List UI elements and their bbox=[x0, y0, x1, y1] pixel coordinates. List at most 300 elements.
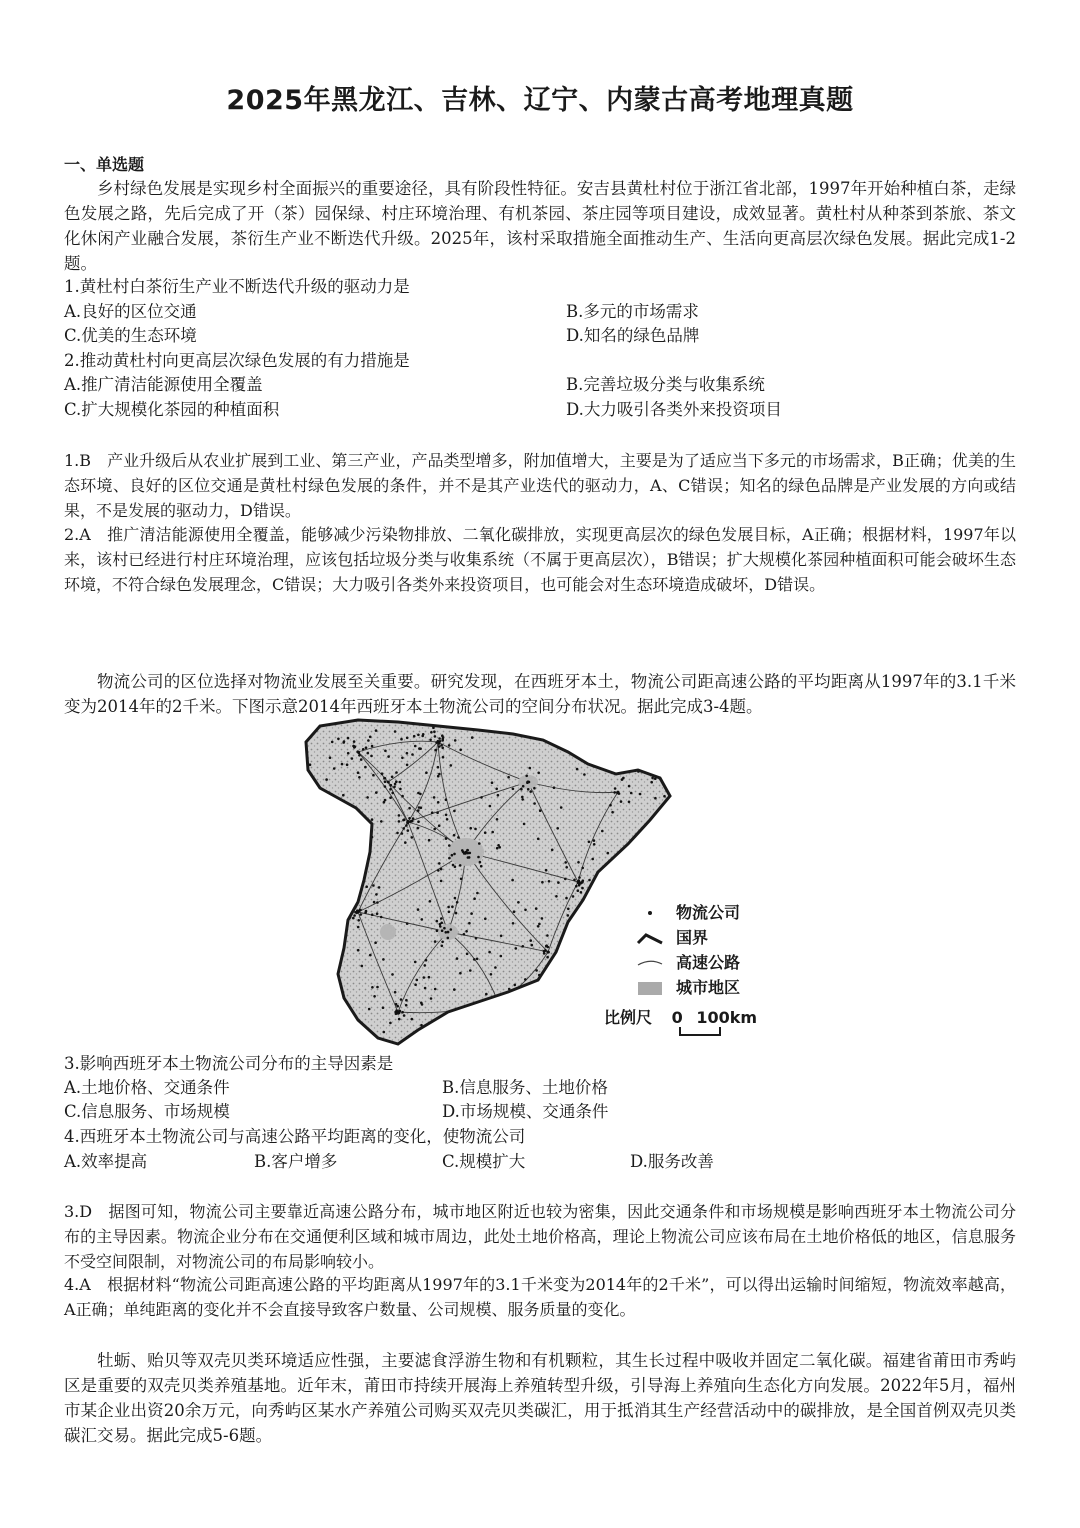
scale-zero: 0 bbox=[671, 1008, 683, 1027]
logistics-company-dot bbox=[476, 892, 479, 895]
logistics-company-dot bbox=[437, 766, 440, 769]
logistics-company-dot bbox=[521, 798, 524, 801]
logistics-company-dot bbox=[526, 781, 529, 784]
passage-2: 物流公司的区位选择对物流业发展至关重要。研究发现，在西班牙本土，物流公司距高速公路的平均距离从1997年的3.1千米变为2014年的2千米。下图示意2014年西班牙本土物流公司的空间分布状况。据此完成3-4题。 bbox=[64, 672, 1016, 716]
logistics-company-dot bbox=[375, 893, 378, 896]
question-1-option-a: A.良好的区位交通 bbox=[64, 302, 197, 321]
logistics-company-dot bbox=[455, 912, 458, 915]
logistics-company-dot bbox=[399, 788, 402, 791]
logistics-company-dot bbox=[445, 837, 448, 840]
logistics-company-dot bbox=[384, 777, 387, 780]
logistics-company-dot bbox=[555, 895, 558, 898]
logistics-company-dot bbox=[341, 763, 344, 766]
logistics-company-dot bbox=[327, 890, 330, 893]
logistics-company-dot bbox=[372, 884, 375, 887]
logistics-company-dot bbox=[351, 757, 354, 760]
logistics-company-dot bbox=[436, 920, 439, 923]
logistics-company-dot bbox=[418, 806, 421, 809]
logistics-company-dot bbox=[412, 817, 415, 820]
logistics-company-dot bbox=[577, 861, 580, 864]
scale-bar bbox=[678, 1025, 738, 1037]
logistics-company-dot bbox=[525, 775, 528, 778]
question-1-option-c: C.优美的生态环境 bbox=[64, 326, 197, 345]
logistics-company-dot bbox=[440, 922, 443, 925]
logistics-company-dot bbox=[477, 856, 480, 859]
logistics-company-dot bbox=[524, 978, 527, 981]
logistics-company-dot bbox=[529, 939, 532, 942]
logistics-company-dot bbox=[435, 741, 438, 744]
logistics-company-dot bbox=[357, 771, 360, 774]
logistics-company-dot bbox=[365, 885, 368, 888]
logistics-company-dot bbox=[591, 894, 594, 897]
logistics-company-dot bbox=[438, 737, 441, 740]
logistics-company-dot bbox=[434, 940, 437, 943]
question-3-stem: 3.影响西班牙本土物流公司分布的主导因素是 bbox=[64, 1054, 394, 1073]
logistics-company-dot bbox=[577, 938, 580, 941]
logistics-company-dot bbox=[342, 794, 345, 797]
logistics-company-dot bbox=[391, 792, 394, 795]
logistics-company-dot bbox=[357, 919, 360, 922]
logistics-company-dot bbox=[580, 881, 583, 884]
logistics-company-dot bbox=[556, 827, 559, 830]
logistics-company-dot bbox=[475, 937, 478, 940]
logistics-company-dot bbox=[440, 880, 443, 883]
logistics-company-dot bbox=[350, 904, 353, 907]
logistics-company-dot bbox=[387, 781, 390, 784]
logistics-company-dot bbox=[496, 1016, 499, 1019]
logistics-company-dot bbox=[622, 777, 625, 780]
logistics-company-dot bbox=[565, 897, 568, 900]
logistics-company-dot bbox=[402, 827, 405, 830]
logistics-company-dot bbox=[365, 910, 368, 913]
logistics-company-dot bbox=[495, 1001, 498, 1004]
logistics-company-dot bbox=[513, 910, 516, 913]
logistics-company-dot bbox=[437, 775, 440, 778]
logistics-company-dot bbox=[358, 776, 361, 779]
logistics-company-dot bbox=[407, 829, 410, 832]
scale-label: 比例尺 bbox=[604, 1008, 653, 1027]
logistics-company-dot bbox=[564, 861, 567, 864]
logistics-company-dot bbox=[395, 1003, 398, 1006]
logistics-company-dot bbox=[380, 820, 383, 823]
logistics-company-dot bbox=[373, 995, 376, 998]
logistics-company-dot bbox=[573, 879, 576, 882]
logistics-company-dot bbox=[445, 798, 448, 801]
logistics-company-dot bbox=[428, 839, 431, 842]
logistics-company-dot bbox=[420, 1002, 423, 1005]
logistics-company-dot bbox=[578, 876, 581, 879]
logistics-company-dot bbox=[448, 857, 451, 860]
logistics-company-dot bbox=[541, 917, 544, 920]
logistics-company-dot bbox=[418, 747, 421, 750]
logistics-company-dot bbox=[456, 957, 459, 960]
question-4-option-d: D.服务改善 bbox=[630, 1152, 714, 1171]
logistics-company-dot bbox=[329, 756, 332, 759]
logistics-company-dot bbox=[430, 731, 433, 734]
logistics-company-dot bbox=[343, 740, 346, 743]
logistics-company-dot bbox=[463, 933, 466, 936]
logistics-company-dot bbox=[342, 718, 345, 721]
logistics-company-dot bbox=[398, 1018, 401, 1021]
logistics-company-dot bbox=[382, 1006, 385, 1009]
logistics-company-dot bbox=[405, 1004, 408, 1007]
logistics-company-dot bbox=[452, 864, 455, 867]
logistics-company-dot bbox=[529, 767, 532, 770]
logistics-company-dot bbox=[549, 735, 552, 738]
question-2-option-d: D.大力吸引各类外来投资项目 bbox=[566, 400, 782, 419]
logistics-company-dot bbox=[440, 917, 443, 920]
logistics-company-dot bbox=[581, 887, 584, 890]
logistics-company-dot bbox=[442, 737, 445, 740]
logistics-company-dot bbox=[389, 1022, 392, 1025]
logistics-company-dot bbox=[567, 908, 570, 911]
question-4-stem: 4.西班牙本土物流公司与高速公路平均距离的变化，使物流公司 bbox=[64, 1127, 526, 1146]
logistics-company-dot bbox=[466, 953, 469, 956]
logistics-company-dot bbox=[369, 954, 372, 957]
logistics-company-dot bbox=[480, 865, 483, 868]
logistics-company-dot bbox=[533, 787, 536, 790]
logistics-company-dot bbox=[445, 931, 448, 934]
logistics-company-dot bbox=[468, 922, 471, 925]
logistics-company-dot bbox=[577, 889, 580, 892]
logistics-company-dot bbox=[588, 879, 591, 882]
logistics-company-dot bbox=[512, 922, 515, 925]
logistics-company-dot bbox=[588, 924, 591, 927]
logistics-company-dot bbox=[353, 745, 356, 748]
logistics-company-dot bbox=[421, 918, 424, 921]
logistics-company-dot bbox=[318, 931, 321, 934]
logistics-company-dot bbox=[359, 909, 362, 912]
logistics-company-dot bbox=[480, 796, 483, 799]
logistics-company-dot bbox=[553, 786, 556, 789]
logistics-company-dot bbox=[497, 1001, 500, 1004]
logistics-company-dot bbox=[474, 828, 477, 831]
logistics-company-dot bbox=[401, 832, 404, 835]
logistics-company-dot bbox=[396, 832, 399, 835]
logistics-company-dot bbox=[417, 720, 420, 723]
logistics-company-dot bbox=[491, 831, 494, 834]
logistics-company-dot bbox=[470, 912, 473, 915]
logistics-company-dot bbox=[357, 926, 360, 929]
logistics-company-dot bbox=[484, 831, 487, 834]
logistics-company-dot bbox=[451, 905, 454, 908]
logistics-company-dot bbox=[369, 736, 372, 739]
logistics-company-dot bbox=[527, 996, 530, 999]
logistics-company-dot bbox=[593, 839, 596, 842]
logistics-company-dot bbox=[445, 814, 448, 817]
logistics-company-dot bbox=[354, 911, 357, 914]
logistics-company-dot bbox=[437, 869, 440, 872]
border-line-icon bbox=[632, 927, 668, 949]
answer-3: 3.D 据图可知，物流公司主要靠近高速公路分布，城市地区附近也较为密集，因此交通条件和市场规模是影响西班牙本土物流公司分布的主导因素。物流企业分布在交通便利区域和城市周边，此处土地价格高，理论上物流公司应该布局在土地价格低的地区，信息服务不受空间限制，对物流公司的布局影响较小。 bbox=[64, 1202, 1016, 1271]
logistics-company-dot bbox=[404, 841, 407, 844]
logistics-company-dot bbox=[628, 785, 631, 788]
logistics-company-dot bbox=[484, 918, 487, 921]
logistics-company-dot bbox=[479, 1040, 482, 1043]
logistics-company-dot bbox=[325, 778, 328, 781]
logistics-company-dot bbox=[488, 951, 491, 954]
logistics-company-dot bbox=[639, 793, 642, 796]
logistics-company-dot bbox=[641, 831, 644, 834]
logistics-company-dot bbox=[533, 802, 536, 805]
logistics-company-dot bbox=[511, 879, 514, 882]
logistics-company-dot bbox=[515, 947, 518, 950]
logistics-company-dot bbox=[417, 809, 420, 812]
logistics-company-dot bbox=[376, 901, 379, 904]
logistics-company-dot bbox=[337, 738, 340, 741]
answer-2: 2.A 推广清洁能源使用全覆盖，能够减少污染物排放、二氧化碳排放，实现更高层次的绿色发展目标，A正确；根据材料，1997年以来，该村已经进行村庄环境治理，应该包括垃圾分类与收集系统（不属于更高层次），B错误；扩大规模化茶园种植面积可能会破坏生态环境，不符合绿色发展理念，C错误；大力吸引各类外来投资项目，也可能会对生态环境造成破坏，D错误。 bbox=[64, 525, 1016, 594]
question-1-option-b: B.多元的市场需求 bbox=[566, 302, 699, 321]
section-heading: 一、单选题 bbox=[64, 155, 145, 174]
logistics-company-dot bbox=[396, 716, 399, 719]
logistics-company-dot bbox=[537, 772, 540, 775]
logistics-company-dot bbox=[538, 986, 541, 989]
logistics-company-dot bbox=[344, 869, 347, 872]
logistics-company-dot bbox=[456, 901, 459, 904]
question-4-option-a: A.效率提高 bbox=[64, 1152, 148, 1171]
logistics-company-dot bbox=[539, 809, 542, 812]
logistics-company-dot bbox=[433, 796, 436, 799]
logistics-company-dot bbox=[497, 794, 500, 797]
dot-icon bbox=[632, 902, 668, 924]
question-1-option-d: D.知名的绿色品牌 bbox=[566, 326, 700, 345]
logistics-company-dot bbox=[403, 818, 406, 821]
logistics-company-dot bbox=[371, 818, 374, 821]
logistics-company-dot bbox=[527, 788, 530, 791]
logistics-company-dot bbox=[347, 752, 350, 755]
logistics-company-dot bbox=[417, 734, 420, 737]
logistics-company-dot bbox=[434, 749, 437, 752]
logistics-company-dot bbox=[391, 776, 394, 779]
logistics-company-dot bbox=[430, 997, 433, 1000]
logistics-company-dot bbox=[454, 897, 457, 900]
passage-3: 牡蛎、贻贝等双壳贝类环境适应性强，主要滤食浮游生物和有机颗粒，其生长过程中吸收并固定二氧化碳。福建省莆田市秀屿区是重要的双壳贝类养殖基地。近年末，莆田市持续开展海上养殖转型升级，引导海上养殖向生态化方向发展。2022年5月，福州市某企业出资20余万元，向秀屿区某水产养殖公司购买双壳贝类碳汇，用于抵消其生产经营活动中的碳排放，是全国首例双壳贝类碳汇交易。据此完成5-6题。 bbox=[64, 1351, 1016, 1445]
logistics-company-dot bbox=[607, 852, 610, 855]
logistics-company-dot bbox=[602, 942, 605, 945]
logistics-company-dot bbox=[361, 965, 364, 968]
logistics-company-dot bbox=[451, 854, 454, 857]
logistics-company-dot bbox=[554, 962, 557, 965]
logistics-company-dot bbox=[410, 820, 413, 823]
logistics-company-dot bbox=[438, 824, 441, 827]
logistics-company-dot bbox=[438, 745, 441, 748]
logistics-company-dot bbox=[433, 828, 436, 831]
logistics-company-dot bbox=[406, 737, 409, 740]
logistics-company-dot bbox=[394, 991, 397, 994]
logistics-company-dot bbox=[453, 834, 456, 837]
logistics-company-dot bbox=[581, 867, 584, 870]
logistics-company-dot bbox=[498, 846, 501, 849]
question-3-option-a: A.土地价格、交通条件 bbox=[64, 1078, 230, 1097]
logistics-company-dot bbox=[575, 885, 578, 888]
logistics-company-dot bbox=[604, 890, 607, 893]
logistics-company-dot bbox=[496, 999, 499, 1002]
logistics-company-dot bbox=[346, 763, 349, 766]
logistics-company-dot bbox=[414, 961, 417, 964]
logistics-company-dot bbox=[512, 788, 515, 791]
logistics-company-dot bbox=[308, 781, 311, 784]
logistics-company-dot bbox=[376, 986, 379, 989]
logistics-company-dot bbox=[367, 752, 370, 755]
logistics-company-dot bbox=[457, 836, 460, 839]
logistics-company-dot bbox=[414, 745, 417, 748]
question-1-stem: 1.黄杜村白茶衍生产业不断迭代升级的驱动力是 bbox=[64, 277, 410, 296]
logistics-company-dot bbox=[529, 790, 532, 793]
logistics-company-dot bbox=[507, 776, 510, 779]
logistics-company-dot bbox=[394, 783, 397, 786]
question-4-option-c: C.规模扩大 bbox=[442, 1152, 526, 1171]
logistics-company-dot bbox=[411, 1018, 414, 1021]
logistics-company-dot bbox=[546, 956, 549, 959]
logistics-company-dot bbox=[565, 866, 568, 869]
logistics-company-dot bbox=[459, 972, 462, 975]
logistics-company-dot bbox=[406, 922, 409, 925]
logistics-company-dot bbox=[522, 785, 525, 788]
logistics-company-dot bbox=[425, 771, 428, 774]
logistics-company-dot bbox=[366, 796, 369, 799]
logistics-company-dot bbox=[476, 958, 479, 961]
logistics-company-dot bbox=[591, 858, 594, 861]
logistics-company-dot bbox=[411, 753, 414, 756]
logistics-company-dot bbox=[497, 1005, 500, 1008]
answer-4: 4.A 根据材料“物流公司距高速公路的平均距离从1997年的3.1千米变为2014年的2千米”，可以得出运输时间缩短，物流效率越高，A正确；单纯距离的变化并不会直接导致客户数量、公司规模、服务质量的变化。 bbox=[64, 1275, 1016, 1319]
logistics-company-dot bbox=[439, 925, 442, 928]
logistics-company-dot bbox=[577, 915, 580, 918]
logistics-company-dot bbox=[381, 772, 384, 775]
logistics-company-dot bbox=[425, 959, 428, 962]
logistics-company-dot bbox=[654, 797, 657, 800]
logistics-company-dot bbox=[341, 925, 344, 928]
logistics-company-dot bbox=[441, 945, 444, 948]
logistics-company-dot bbox=[534, 989, 537, 992]
logistics-company-dot bbox=[537, 925, 540, 928]
logistics-company-dot bbox=[424, 987, 427, 990]
logistics-company-dot bbox=[453, 853, 456, 856]
logistics-company-dot bbox=[522, 945, 525, 948]
logistics-company-dot bbox=[417, 827, 420, 830]
logistics-company-dot bbox=[438, 773, 441, 776]
logistics-company-dot bbox=[469, 827, 472, 830]
logistics-company-dot bbox=[406, 752, 409, 755]
logistics-company-dot bbox=[390, 784, 393, 787]
logistics-company-dot bbox=[331, 741, 334, 744]
logistics-company-dot bbox=[630, 792, 633, 795]
logistics-company-dot bbox=[545, 944, 548, 947]
logistics-company-dot bbox=[571, 923, 574, 926]
logistics-company-dot bbox=[550, 994, 553, 997]
question-3-option-d: D.市场规模、交通条件 bbox=[442, 1102, 609, 1121]
logistics-company-dot bbox=[431, 811, 434, 814]
logistics-company-dot bbox=[448, 844, 451, 847]
logistics-company-dot bbox=[315, 944, 318, 947]
logistics-company-dot bbox=[496, 818, 499, 821]
logistics-company-dot bbox=[473, 897, 476, 900]
logistics-company-dot bbox=[437, 801, 440, 804]
urban-area-icon bbox=[632, 977, 668, 999]
logistics-company-dot bbox=[500, 955, 503, 958]
logistics-company-dot bbox=[414, 983, 417, 986]
logistics-company-dot bbox=[461, 849, 464, 852]
logistics-company-dot bbox=[551, 849, 554, 852]
logistics-company-dot bbox=[588, 841, 591, 844]
logistics-company-dot bbox=[443, 927, 446, 930]
logistics-company-dot bbox=[495, 1000, 498, 1003]
logistics-company-dot bbox=[393, 786, 396, 789]
logistics-company-dot bbox=[441, 929, 444, 932]
logistics-company-dot bbox=[489, 805, 492, 808]
logistics-company-dot bbox=[479, 1033, 482, 1036]
logistics-company-dot bbox=[403, 1014, 406, 1017]
logistics-company-dot bbox=[408, 817, 411, 820]
logistics-company-dot bbox=[490, 973, 493, 976]
logistics-company-dot bbox=[389, 796, 392, 799]
logistics-company-dot bbox=[611, 811, 614, 814]
question-2-option-a: A.推广清洁能源使用全覆盖 bbox=[64, 375, 263, 394]
logistics-company-dot bbox=[440, 744, 443, 747]
logistics-company-dot bbox=[399, 781, 402, 784]
passage-1: 乡村绿色发展是实现乡村全面振兴的重要途径，具有阶段性特征。安吉县黄杜村位于浙江省北部，1997年开始种植白茶，走绿色发展之路，先后完成了开（茶）园保绿、村庄环境治理、有机茶园、茶庄园等项目建设，成效显著。黄杜村从种茶到茶旅、茶文化休闲产业融合发展，茶衍生产业不断迭代升级。2025年，该村采取措施全面推动生产、生活向更高层次绿色发展。据此完成1-2题。 bbox=[64, 179, 1016, 273]
logistics-company-dot bbox=[471, 736, 474, 739]
logistics-company-dot bbox=[423, 976, 426, 979]
logistics-company-dot bbox=[438, 862, 441, 865]
logistics-company-dot bbox=[550, 978, 553, 981]
logistics-company-dot bbox=[500, 935, 503, 938]
logistics-company-dot bbox=[373, 901, 376, 904]
logistics-company-dot bbox=[376, 912, 379, 915]
logistics-company-dot bbox=[372, 774, 375, 777]
logistics-company-dot bbox=[383, 1031, 386, 1034]
logistics-company-dot bbox=[572, 895, 575, 898]
logistics-company-dot bbox=[405, 999, 408, 1002]
logistics-company-dot bbox=[524, 909, 527, 912]
logistics-company-dot bbox=[408, 807, 411, 810]
logistics-company-dot bbox=[407, 821, 410, 824]
question-4-option-b: B.客户增多 bbox=[254, 1152, 338, 1171]
logistics-company-dot bbox=[447, 906, 450, 909]
logistics-company-dot bbox=[520, 788, 523, 791]
logistics-company-dot bbox=[450, 928, 453, 931]
logistics-company-dot bbox=[564, 741, 567, 744]
logistics-company-dot bbox=[384, 780, 387, 783]
logistics-company-dot bbox=[560, 806, 563, 809]
logistics-company-dot bbox=[583, 773, 586, 776]
logistics-company-dot bbox=[537, 838, 540, 841]
logistics-company-dot bbox=[464, 851, 467, 854]
logistics-company-dot bbox=[441, 941, 444, 944]
logistics-company-dot bbox=[581, 915, 584, 918]
logistics-company-dot bbox=[441, 747, 444, 750]
logistics-company-dot bbox=[382, 958, 385, 961]
logistics-company-dot bbox=[453, 988, 456, 991]
logistics-company-dot bbox=[580, 891, 583, 894]
logistics-company-dot bbox=[364, 766, 367, 769]
logistics-company-dot bbox=[357, 751, 360, 754]
logistics-company-dot bbox=[352, 843, 355, 846]
logistics-company-dot bbox=[493, 1005, 496, 1008]
logistics-company-dot bbox=[391, 973, 394, 976]
question-3-option-c: C.信息服务、市场规模 bbox=[64, 1102, 230, 1121]
logistics-company-dot bbox=[517, 901, 520, 904]
logistics-company-dot bbox=[466, 849, 469, 852]
logistics-company-dot bbox=[428, 976, 431, 979]
map-scale bbox=[604, 1005, 757, 1028]
logistics-company-dot bbox=[617, 791, 620, 794]
logistics-company-dot bbox=[374, 941, 377, 944]
logistics-company-dot bbox=[383, 801, 386, 804]
logistics-company-dot bbox=[663, 795, 666, 798]
logistics-company-dot bbox=[398, 820, 401, 823]
logistics-company-dot bbox=[541, 881, 544, 884]
